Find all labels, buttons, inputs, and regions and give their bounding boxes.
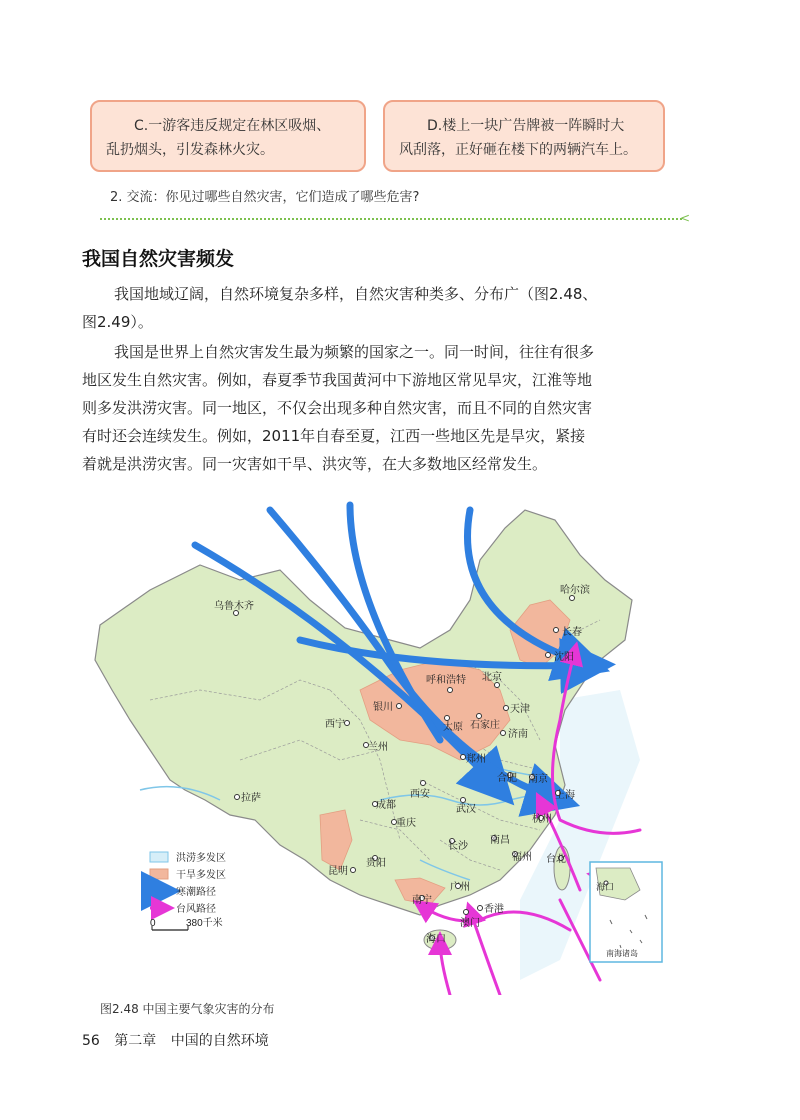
city-xining: 西宁 bbox=[325, 719, 345, 730]
city-fuzhou: 福州 bbox=[512, 852, 532, 863]
city-guangzhou: 广州 bbox=[450, 882, 470, 893]
section-title: 我国自然灾害频发 bbox=[82, 248, 235, 270]
city-changchun: 长春 bbox=[562, 627, 582, 638]
option-d-line1: D.楼上一块广告牌被一阵瞬时大 bbox=[427, 118, 625, 134]
city-shanghai: 上海 bbox=[555, 790, 575, 801]
city-xianggang: 香港 bbox=[484, 904, 504, 915]
map-legend bbox=[150, 851, 226, 930]
legend-typhoon: 台风路径 bbox=[176, 904, 216, 915]
city-chongqing: 重庆 bbox=[396, 818, 416, 829]
question-2: 2. 交流：你见过哪些自然灾害，它们造成了哪些危害? bbox=[110, 190, 420, 205]
city-chengdu: 成都 bbox=[376, 800, 396, 811]
city-guiyang: 贵阳 bbox=[366, 858, 386, 869]
city-kunming: 昆明 bbox=[328, 866, 348, 877]
city-taiyuan: 太原 bbox=[443, 722, 463, 733]
city-wulumuqi: 乌鲁木齐 bbox=[214, 601, 254, 612]
inset-label: 南海诸岛 bbox=[606, 949, 638, 958]
p2-line-2: 地区发生自然灾害。例如，春夏季节我国黄河中下游地区常见旱灾，江淮等地 bbox=[82, 371, 593, 389]
legend-drought: 干旱多发区 bbox=[176, 870, 226, 881]
city-shijiazhuang: 石家庄 bbox=[470, 720, 500, 731]
p2-line-1: 我国是世界上自然灾害发生最为频繁的国家之一。同一时间，往往有很多 bbox=[114, 343, 595, 361]
city-zhengzhou: 郑州 bbox=[466, 754, 486, 765]
legend-cold: 寒潮路径 bbox=[176, 887, 216, 898]
p1-line-2: 图2.49）。 bbox=[82, 313, 153, 331]
city-tianjin: 天津 bbox=[510, 704, 530, 715]
p2-line-3: 则多发洪涝灾害。同一地区，不仅会出现多种自然灾害，而且不同的自然灾害 bbox=[82, 399, 593, 417]
city-lasa: 拉萨 bbox=[241, 793, 261, 804]
city-taibei: 台北 bbox=[546, 854, 566, 865]
disaster-map bbox=[0, 500, 800, 995]
city-nanchang: 南昌 bbox=[490, 835, 510, 846]
city-aomen: 澳门 bbox=[460, 918, 480, 929]
city-changsha: 长沙 bbox=[448, 841, 468, 852]
dotted-divider bbox=[100, 218, 682, 220]
page-footer bbox=[82, 1030, 279, 1050]
legend-flood-swatch bbox=[150, 852, 168, 862]
p2-line-4: 有时还会连续发生。例如，2011年自春至夏，江西一些地区先是旱灾，紧接 bbox=[82, 427, 586, 445]
divider-arrow-icon: < bbox=[680, 211, 691, 225]
city-hangzhou: 杭州 bbox=[532, 814, 552, 825]
legend-drought-swatch bbox=[150, 869, 168, 879]
option-d-line2: 风刮落，正好砸在楼下的两辆汽车上。 bbox=[399, 142, 637, 158]
city-yinchuan: 银川 bbox=[373, 702, 393, 713]
page-number: 56 bbox=[82, 1033, 100, 1049]
footer-title: 中国的自然环境 bbox=[170, 1033, 269, 1049]
city-shenyang: 沈阳 bbox=[554, 652, 574, 663]
city-xian: 西安 bbox=[410, 789, 430, 800]
city-hefei: 合肥 bbox=[497, 773, 517, 784]
city-haerbin: 哈尔滨 bbox=[560, 585, 590, 596]
city-haikou: 海口 bbox=[426, 934, 446, 945]
option-c-line2: 乱扔烟头，引发森林火灾。 bbox=[106, 142, 274, 158]
option-card-c bbox=[90, 100, 366, 172]
paragraph-1 bbox=[82, 280, 682, 336]
city-nanjing: 南京 bbox=[528, 774, 548, 785]
south-sea-inset bbox=[590, 862, 662, 962]
city-beijing: 北京 bbox=[482, 672, 502, 683]
city-nanning: 南宁 bbox=[412, 895, 432, 906]
option-c-line1: C.一游客违反规定在林区吸烟、 bbox=[134, 118, 331, 134]
scale-zero: 0 bbox=[150, 918, 156, 929]
inset-haikou: 海口 bbox=[596, 882, 615, 892]
figure-caption: 图2.48 中国主要气象灾害的分布 bbox=[100, 1002, 275, 1016]
scale-value: 380千米 bbox=[186, 918, 223, 929]
city-lanzhou: 兰州 bbox=[368, 742, 388, 753]
p1-line-1: 我国地域辽阔，自然环境复杂多样，自然灾害种类多、分布广（图2.48、 bbox=[114, 285, 598, 303]
city-wuhan: 武汉 bbox=[456, 804, 476, 815]
paragraph-2 bbox=[82, 338, 682, 478]
city-huhehaote: 呼和浩特 bbox=[426, 675, 466, 686]
p2-line-5: 着就是洪涝灾害。同一灾害如干旱、洪灾等，在大多数地区经常发生。 bbox=[82, 455, 548, 473]
taiwan-island bbox=[554, 846, 570, 890]
footer-chapter: 第二章 bbox=[114, 1033, 157, 1049]
city-jinan: 济南 bbox=[508, 729, 528, 740]
option-card-d bbox=[383, 100, 665, 172]
legend-flood: 洪涝多发区 bbox=[176, 853, 226, 864]
